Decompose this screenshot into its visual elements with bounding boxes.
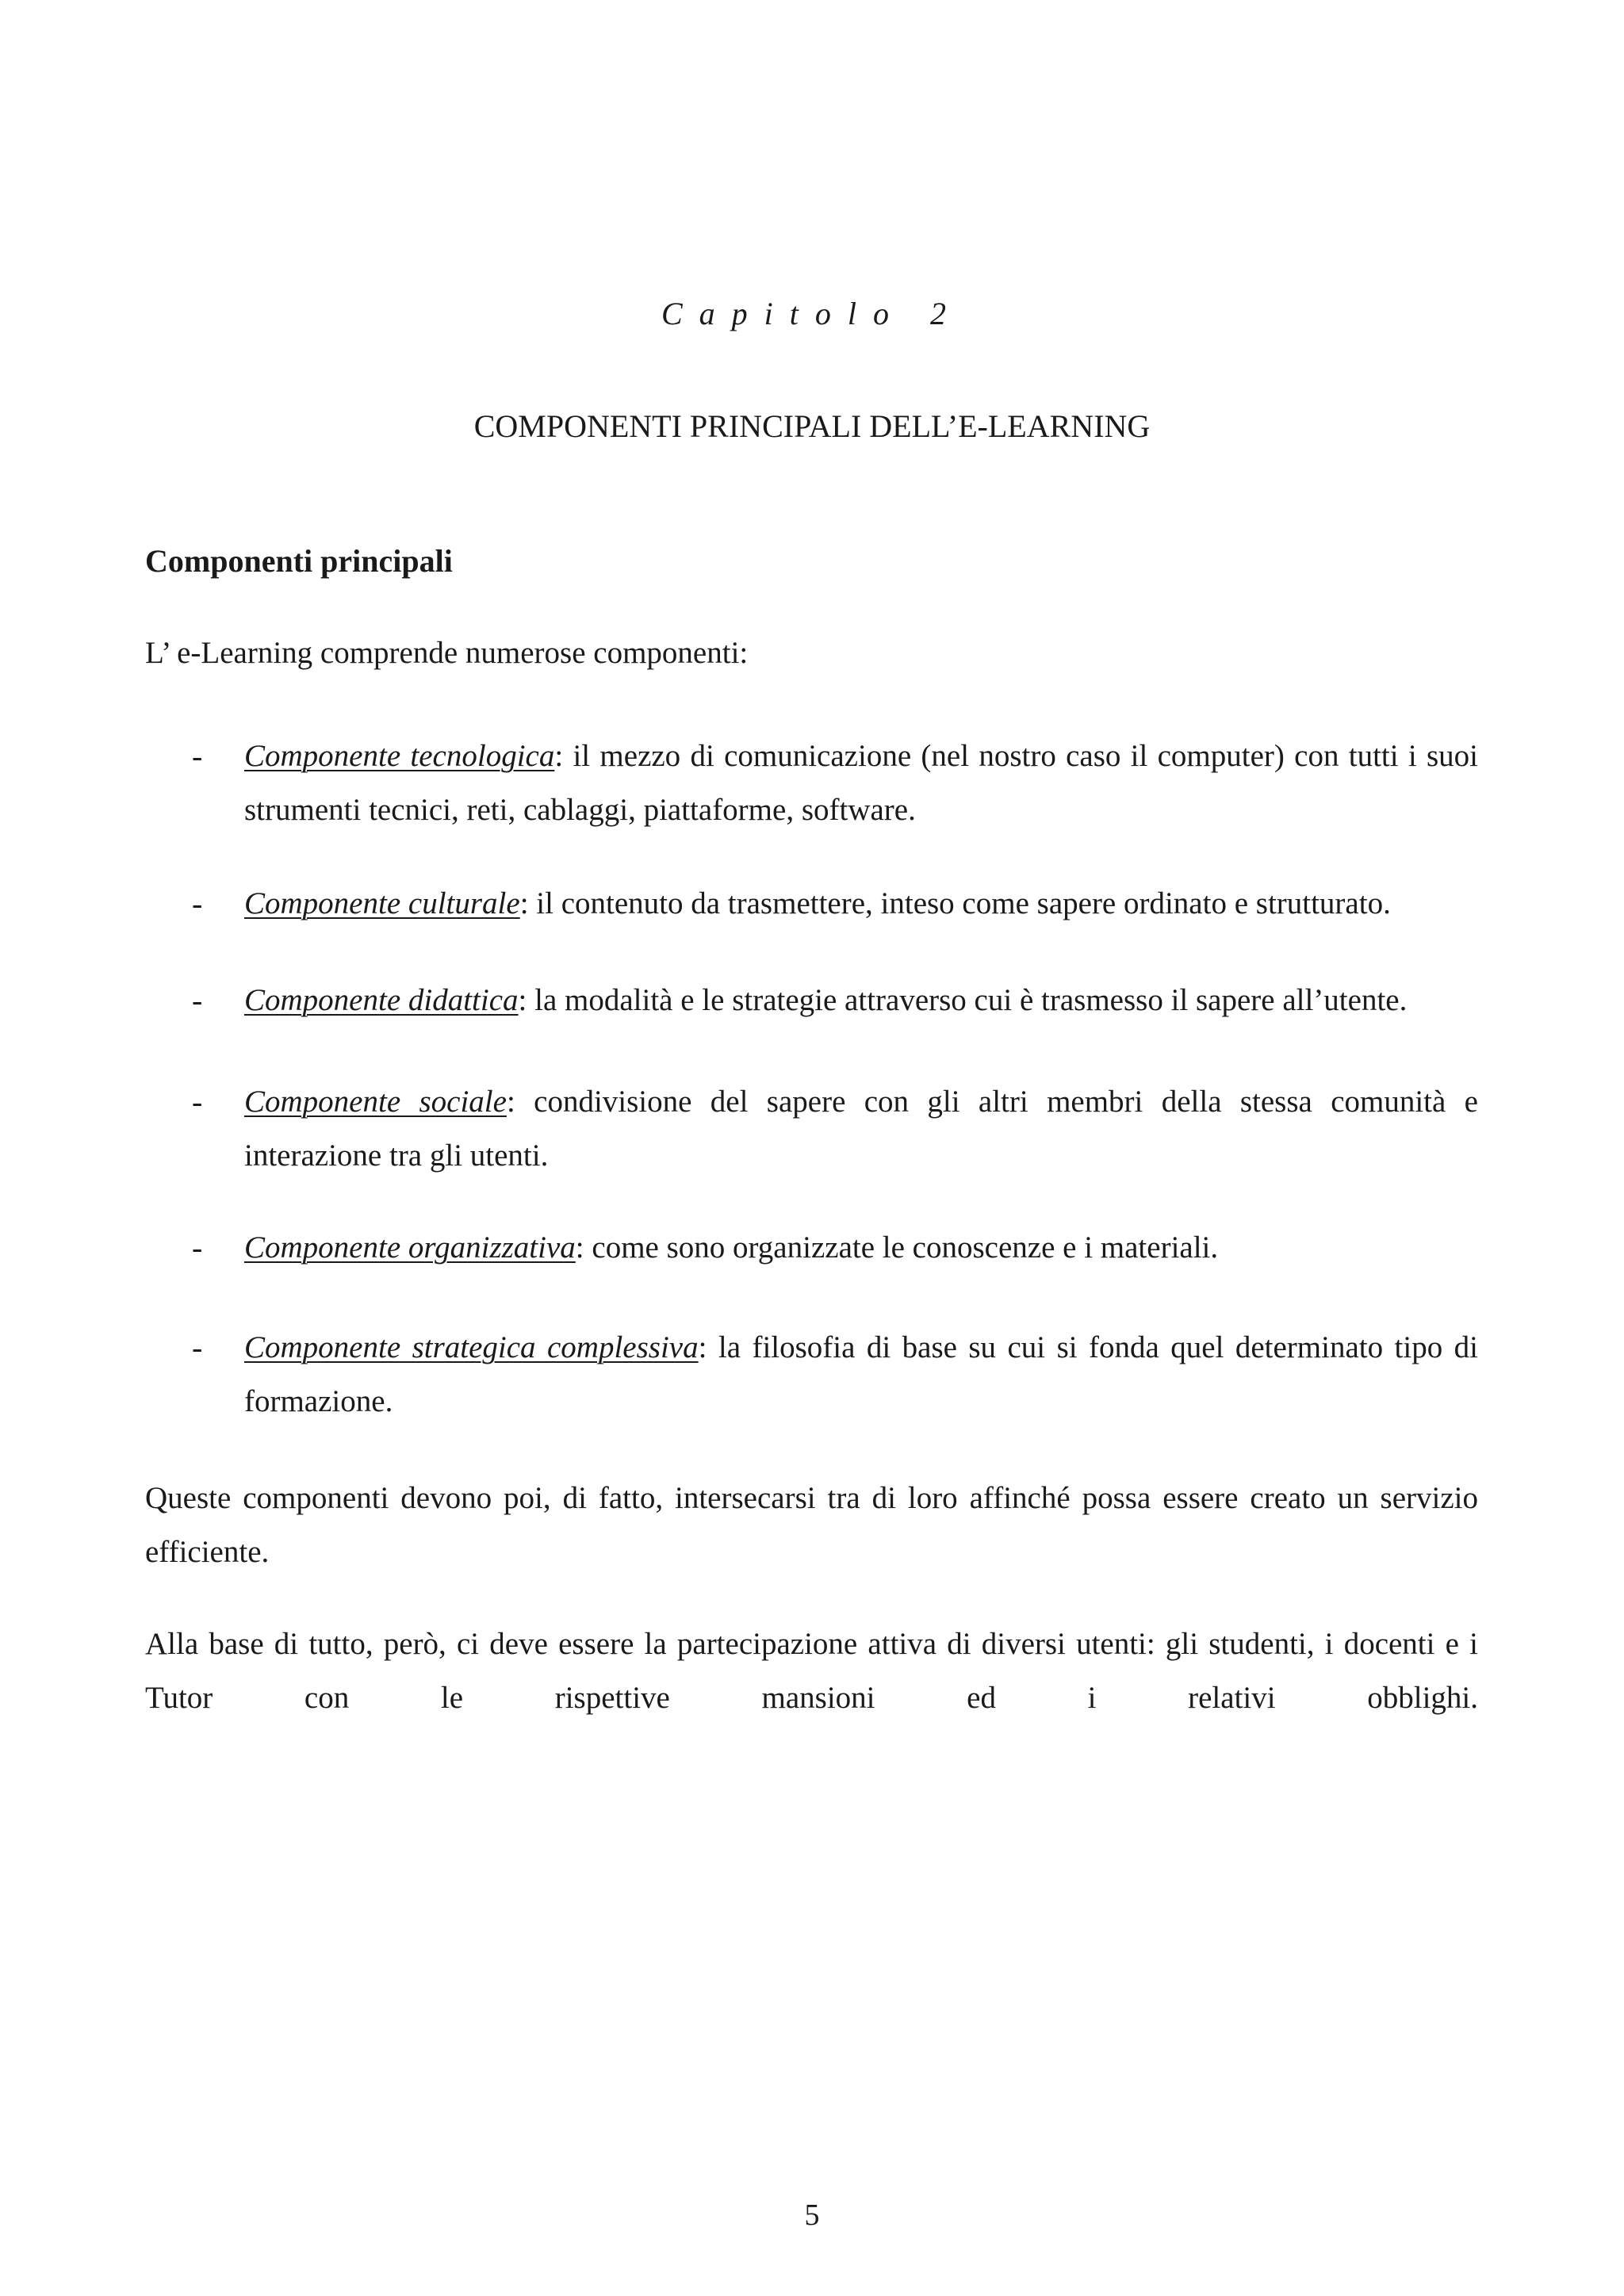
body-paragraph: Queste componenti devono poi, di fatto, intersecarsi tra di loro affinché possa essere creato un servizio efficiente.	[145, 1481, 1478, 1569]
component-term: Componente culturale	[244, 886, 520, 920]
list-bullet: -	[192, 886, 203, 921]
component-term: Componente strategica complessiva	[244, 1330, 699, 1364]
list-item-text	[244, 1321, 1478, 1429]
component-term: Componente didattica	[244, 983, 519, 1017]
list-bullet: -	[192, 1330, 203, 1365]
chapter-title: COMPONENTI PRINCIPALI DELL’E-LEARNING	[473, 408, 1151, 444]
list-bullet: -	[192, 982, 203, 1018]
list-bullet: -	[192, 738, 203, 774]
list-item-text	[244, 1221, 1478, 1275]
list-item-text	[244, 729, 1478, 837]
component-description: : condivisione del sapere con gli altri membri della stessa comunità e interazione tra gli utenti.	[244, 1085, 1478, 1173]
list-bullet: -	[192, 1230, 203, 1265]
component-term: Componente sociale	[244, 1085, 507, 1119]
chapter-label: Capitolo 2	[661, 296, 963, 331]
section-heading: Componenti principali	[145, 543, 453, 579]
component-description: : la filosofia di base su cui si fonda quel determinato tipo di formazione.	[244, 1330, 1478, 1418]
component-description: : il contenuto da trasmettere, inteso come sapere ordinato e strutturato.	[519, 886, 1391, 920]
component-description: : come sono organizzate le conoscenze e i materiali.	[575, 1230, 1219, 1265]
list-item-text	[244, 974, 1478, 1027]
page-number: 5	[804, 2198, 820, 2232]
list-item-text	[244, 1075, 1478, 1183]
component-term: Componente organizzativa	[244, 1230, 576, 1265]
component-description: : la modalità e le strategie attraverso cui è trasmesso il sapere all’utente.	[518, 983, 1408, 1017]
list-item-text	[244, 877, 1478, 931]
body-paragraph: Alla base di tutto, però, ci deve essere la partecipazione attiva di diversi utenti: gli studenti, i docenti e i Tutor con le rispettive mansioni ed i relativi obblighi.	[145, 1627, 1478, 1715]
list-bullet: -	[192, 1084, 203, 1119]
intro-paragraph: L’ e-Learning comprende numerose componenti:	[145, 636, 749, 670]
component-term: Componente tecnologica	[244, 739, 555, 773]
component-description: : il mezzo di comunicazione (nel nostro caso il computer) con tutti i suoi strumenti tecnici, reti, cablaggi, piattaforme, software.	[244, 739, 1479, 827]
